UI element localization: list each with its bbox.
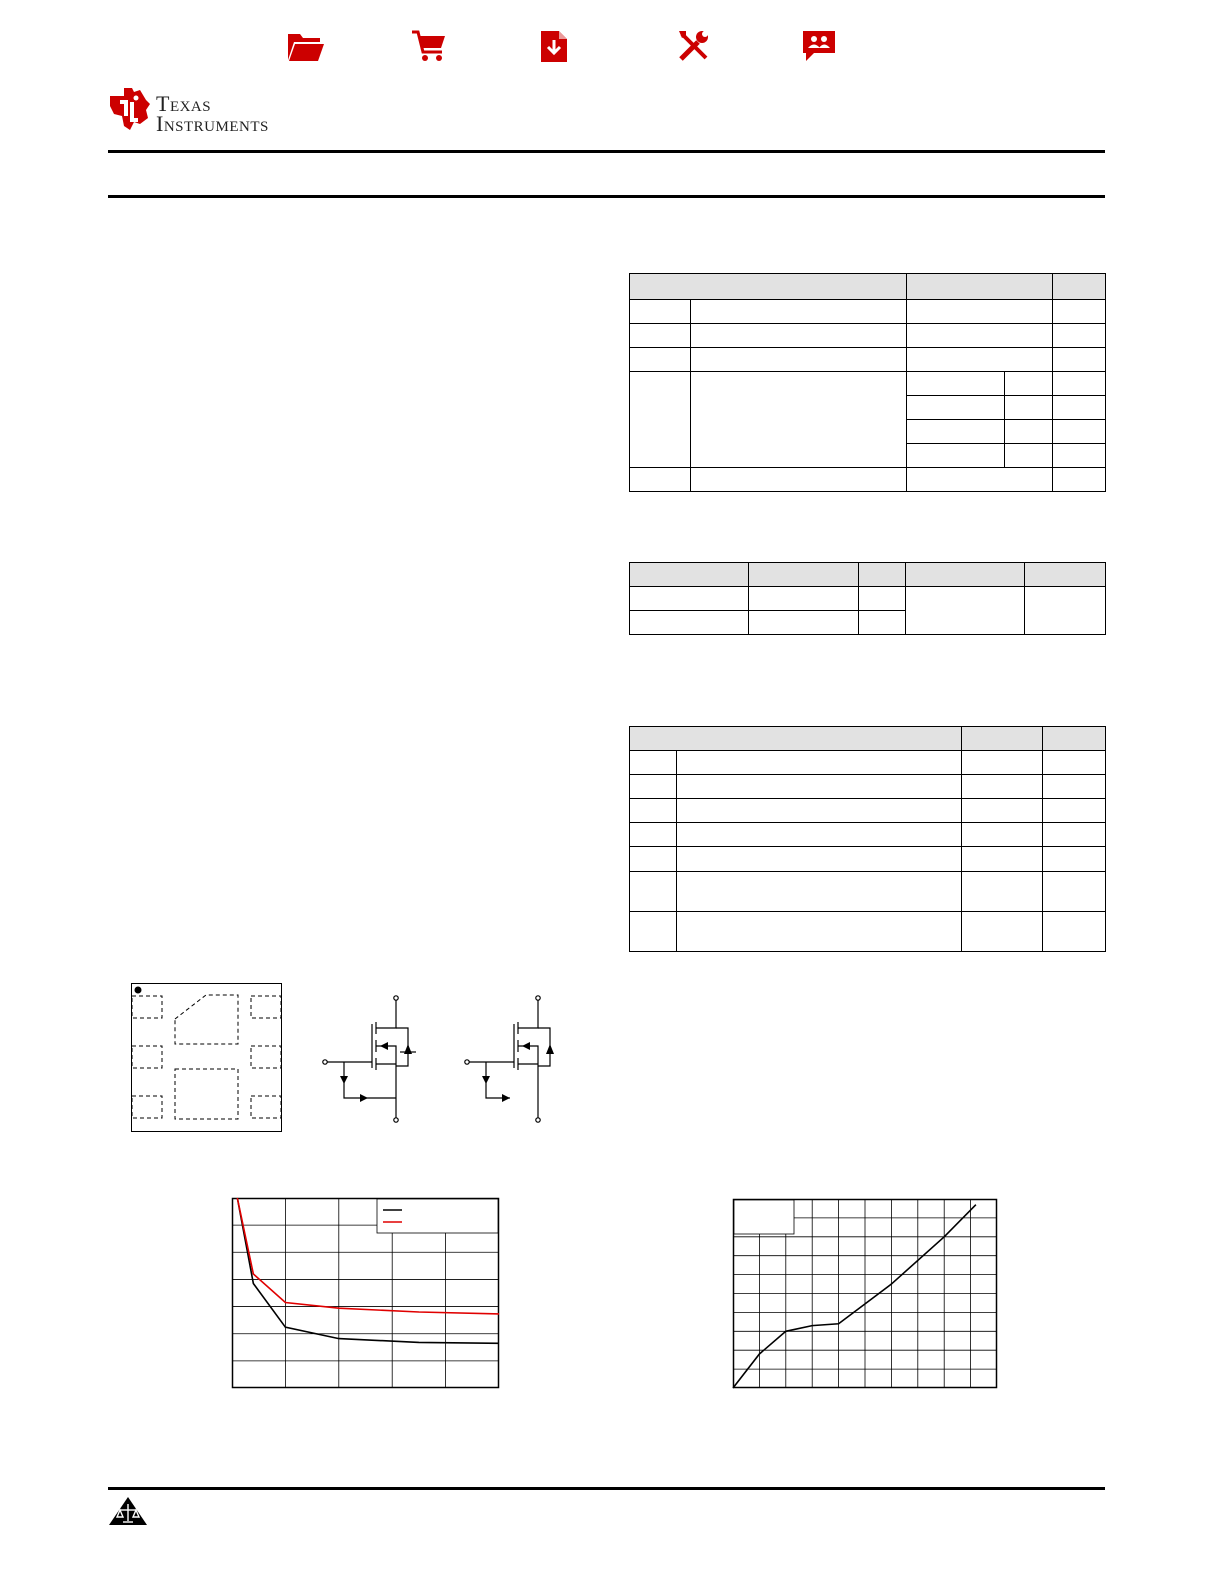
logo-line-1: Texas: [156, 91, 212, 116]
package-pinout-diagram: [131, 983, 283, 1133]
download-document-icon[interactable]: [535, 28, 575, 64]
table-row: [630, 799, 1106, 823]
table-row: [630, 324, 1106, 348]
table-row: [630, 300, 1106, 324]
ti-logo-text: [156, 93, 269, 135]
table-1-header: [630, 274, 1106, 300]
table-row: [630, 587, 1106, 611]
table-row: [630, 468, 1106, 492]
chart-2-legend: [734, 1200, 794, 1234]
table-1: [629, 273, 1106, 492]
table-3: [629, 726, 1106, 952]
header-rule-top: [108, 150, 1105, 153]
chart-1-legend: [377, 1199, 498, 1233]
folder-icon[interactable]: [286, 28, 326, 64]
cart-icon[interactable]: [410, 28, 450, 64]
table-row: [630, 751, 1106, 775]
tools-icon[interactable]: [676, 28, 716, 64]
logo-line-2: Instruments: [156, 111, 269, 136]
support-chat-icon[interactable]: [800, 28, 840, 64]
table-row: [630, 847, 1106, 871]
table-2-header: [630, 563, 1106, 587]
table-3-header: [630, 727, 1106, 751]
ti-logo-mark: [106, 86, 154, 134]
table-row: [630, 823, 1106, 847]
table-row: [630, 775, 1106, 799]
footer-rule: [108, 1487, 1105, 1490]
mosfet-schematic-2: [462, 994, 562, 1124]
chart-2: [733, 1199, 998, 1389]
chart-1: [232, 1198, 500, 1389]
table-row: [630, 911, 1106, 951]
table-row: [630, 372, 1106, 396]
table-2: [629, 562, 1106, 635]
table-row: [630, 871, 1106, 911]
header-rule-bottom: [108, 195, 1105, 198]
legal-notice-icon: [108, 1496, 148, 1526]
table-row: [630, 348, 1106, 372]
mosfet-schematic-1: [320, 994, 420, 1124]
